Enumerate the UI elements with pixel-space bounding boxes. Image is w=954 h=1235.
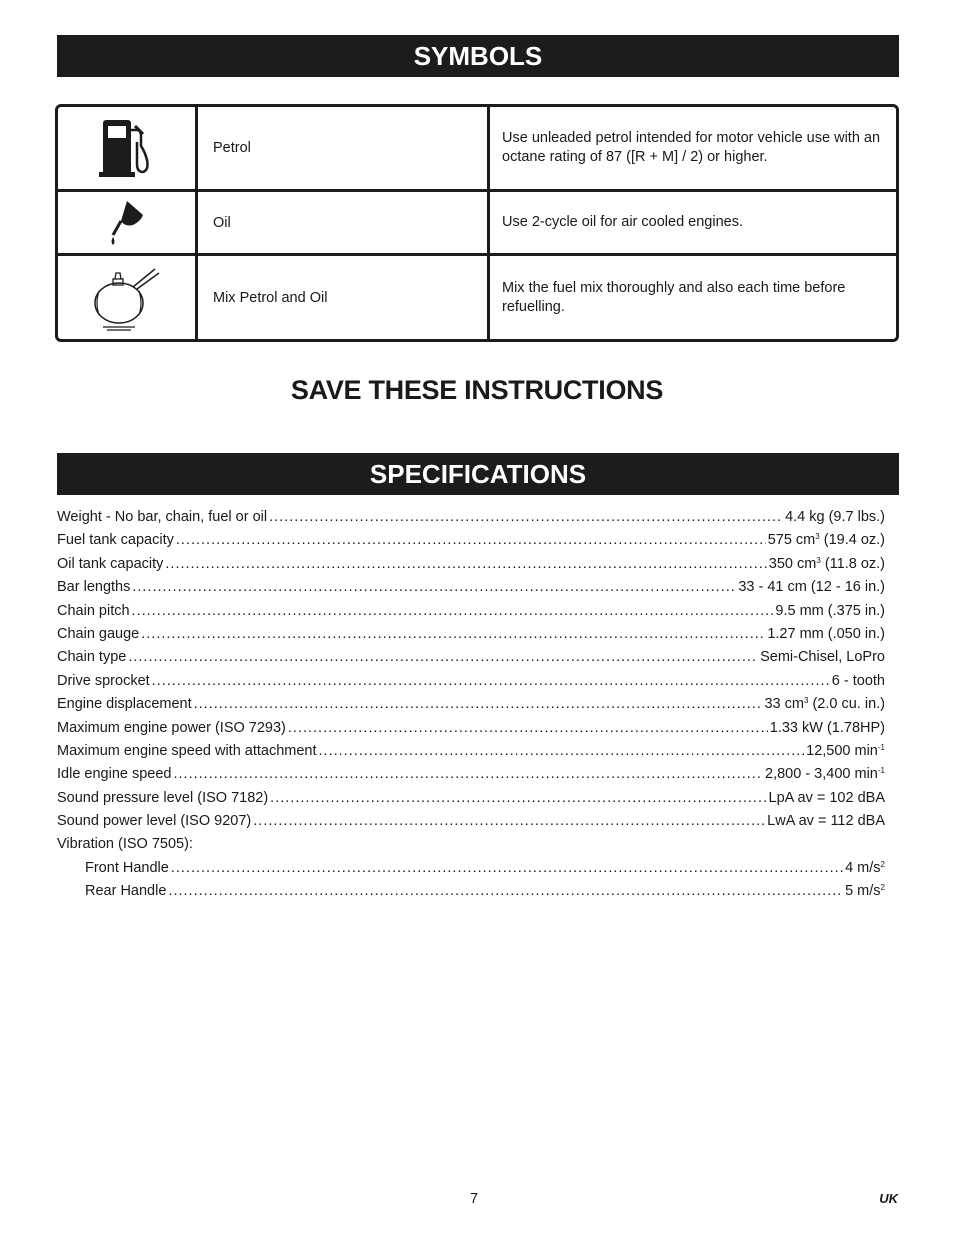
spec-value: 6 - tooth — [831, 672, 885, 689]
spec-row — [57, 696, 885, 719]
spec-value-main: 33 cm — [764, 696, 804, 713]
spec-label: Sound power level (ISO 9207) — [57, 813, 252, 830]
spec-value-suffix: (11.8 oz.) — [820, 555, 885, 572]
spec-value-main: 4 m/s — [845, 859, 881, 876]
spec-row — [57, 579, 885, 602]
spec-label: Engine displacement — [57, 696, 192, 713]
spec-label: Maximum engine speed with attachment — [57, 742, 317, 759]
symbol-icon-cell — [58, 192, 198, 253]
spec-label: Fuel tank capacity — [57, 532, 174, 549]
spec-label: Weight - No bar, chain, fuel or oil — [57, 509, 268, 525]
spec-row — [57, 743, 885, 766]
symbol-icon-cell — [58, 256, 198, 339]
spec-row — [57, 556, 885, 579]
spec-row — [57, 673, 885, 696]
dot-leader — [152, 673, 830, 689]
spec-value-superscript: 2 — [880, 883, 885, 893]
fuel-pump-icon — [99, 116, 155, 180]
spec-value — [765, 766, 885, 782]
symbol-name: Petrol — [198, 107, 490, 189]
dot-leader — [174, 766, 764, 782]
dot-leader — [132, 603, 774, 619]
spec-value — [806, 743, 885, 759]
dot-leader — [176, 532, 766, 548]
dot-leader — [269, 509, 783, 525]
dot-leader — [194, 696, 763, 712]
symbol-description: Mix the fuel mix thoroughly and also each time before refuelling. — [502, 279, 846, 315]
spec-label: Rear Handle — [85, 883, 167, 900]
spec-value-superscript: -1 — [877, 766, 885, 776]
spec-value: Semi-Chisel, LoPro — [760, 649, 885, 666]
dot-leader — [171, 860, 843, 876]
spec-value: 9.5 mm (.375 in.) — [775, 602, 885, 619]
spec-row — [57, 790, 885, 813]
spec-label: Chain gauge — [57, 625, 140, 642]
spec-label: Vibration (ISO 7505): — [57, 836, 193, 853]
spec-label: Idle engine speed — [57, 766, 172, 783]
spec-value-main: 5 m/s — [845, 883, 881, 900]
spec-value-superscript: 3 — [803, 696, 809, 706]
dot-leader — [165, 556, 766, 572]
spec-value — [768, 532, 885, 548]
spec-row — [57, 836, 885, 859]
symbol-name: Mix Petrol and Oil — [198, 256, 490, 339]
spec-value-superscript: 3 — [816, 555, 821, 565]
spec-value — [845, 860, 885, 876]
dot-leader — [132, 579, 736, 595]
spec-label: Maximum engine power (ISO 7293) — [57, 719, 286, 736]
dot-leader — [319, 743, 805, 759]
spec-label: Chain type — [57, 649, 127, 666]
spec-value — [769, 556, 885, 572]
specifications-list — [57, 509, 885, 907]
spec-row — [57, 720, 885, 743]
symbols-heading: SYMBOLS — [57, 35, 899, 77]
spec-row — [57, 860, 885, 883]
symbol-row-oil — [58, 192, 896, 256]
spec-value-superscript: -1 — [877, 742, 885, 752]
spec-label: Drive sprocket — [57, 672, 150, 689]
spec-row — [57, 883, 885, 906]
spec-value: 4.4 kg (9.7 lbs.) — [785, 509, 885, 525]
spec-value: 1.27 mm (.050 in.) — [767, 625, 885, 642]
save-instructions-heading: SAVE THESE INSTRUCTIONS — [290, 375, 664, 405]
spec-value: 33 - 41 cm (12 - 16 in.) — [738, 579, 885, 596]
symbol-row-mix — [58, 256, 896, 339]
page-number: 7 — [470, 1191, 479, 1207]
spec-row — [57, 603, 885, 626]
symbol-icon-cell — [58, 107, 198, 189]
spec-value-main: 575 cm — [767, 532, 816, 549]
spec-value: LpA av = 102 dBA — [768, 789, 885, 806]
spec-value — [845, 883, 885, 899]
symbol-description: Use unleaded petrol intended for motor vehicle use with an octane rating of 87 ([R + M] / 2) or higher. — [502, 130, 881, 165]
oil-can-icon — [105, 197, 149, 249]
spec-value-suffix: (19.4 oz.) — [819, 532, 885, 549]
spec-value-main: 12,500 min — [806, 742, 878, 759]
spec-row — [57, 626, 885, 649]
spec-row — [57, 813, 885, 836]
dot-leader — [168, 883, 843, 899]
spec-value: 1.33 kW (1.78HP) — [769, 719, 885, 736]
dot-leader — [253, 813, 765, 829]
fuel-mix-can-icon — [89, 265, 165, 331]
spec-value-main: 2,800 - 3,400 min — [765, 766, 878, 783]
spec-label: Front Handle — [85, 859, 169, 876]
spec-row — [57, 766, 885, 789]
dot-leader — [288, 720, 768, 736]
specifications-heading: SPECIFICATIONS — [57, 453, 899, 495]
symbol-row-petrol — [58, 107, 896, 192]
dot-leader — [128, 649, 758, 665]
spec-value: LwA av = 112 dBA — [767, 813, 885, 830]
spec-row — [57, 649, 885, 672]
spec-label: Oil tank capacity — [57, 555, 164, 572]
region-label: UK — [879, 1191, 898, 1206]
symbol-description: Use 2-cycle oil for air cooled engines. — [502, 214, 743, 230]
dot-leader — [141, 626, 765, 642]
spec-value-superscript: 3 — [815, 532, 820, 542]
dot-leader — [270, 790, 766, 806]
spec-label: Sound pressure level (ISO 7182) — [57, 789, 269, 806]
symbol-name: Oil — [198, 192, 490, 253]
spec-row — [57, 532, 885, 555]
spec-value-main: 350 cm — [768, 555, 817, 572]
symbols-table — [55, 104, 899, 342]
spec-row — [57, 509, 885, 532]
spec-value-suffix: (2.0 cu. in.) — [808, 696, 885, 713]
spec-label: Chain pitch — [57, 602, 130, 619]
spec-label: Bar lengths — [57, 579, 131, 596]
spec-value — [764, 696, 885, 712]
spec-value-superscript: 2 — [880, 859, 885, 869]
